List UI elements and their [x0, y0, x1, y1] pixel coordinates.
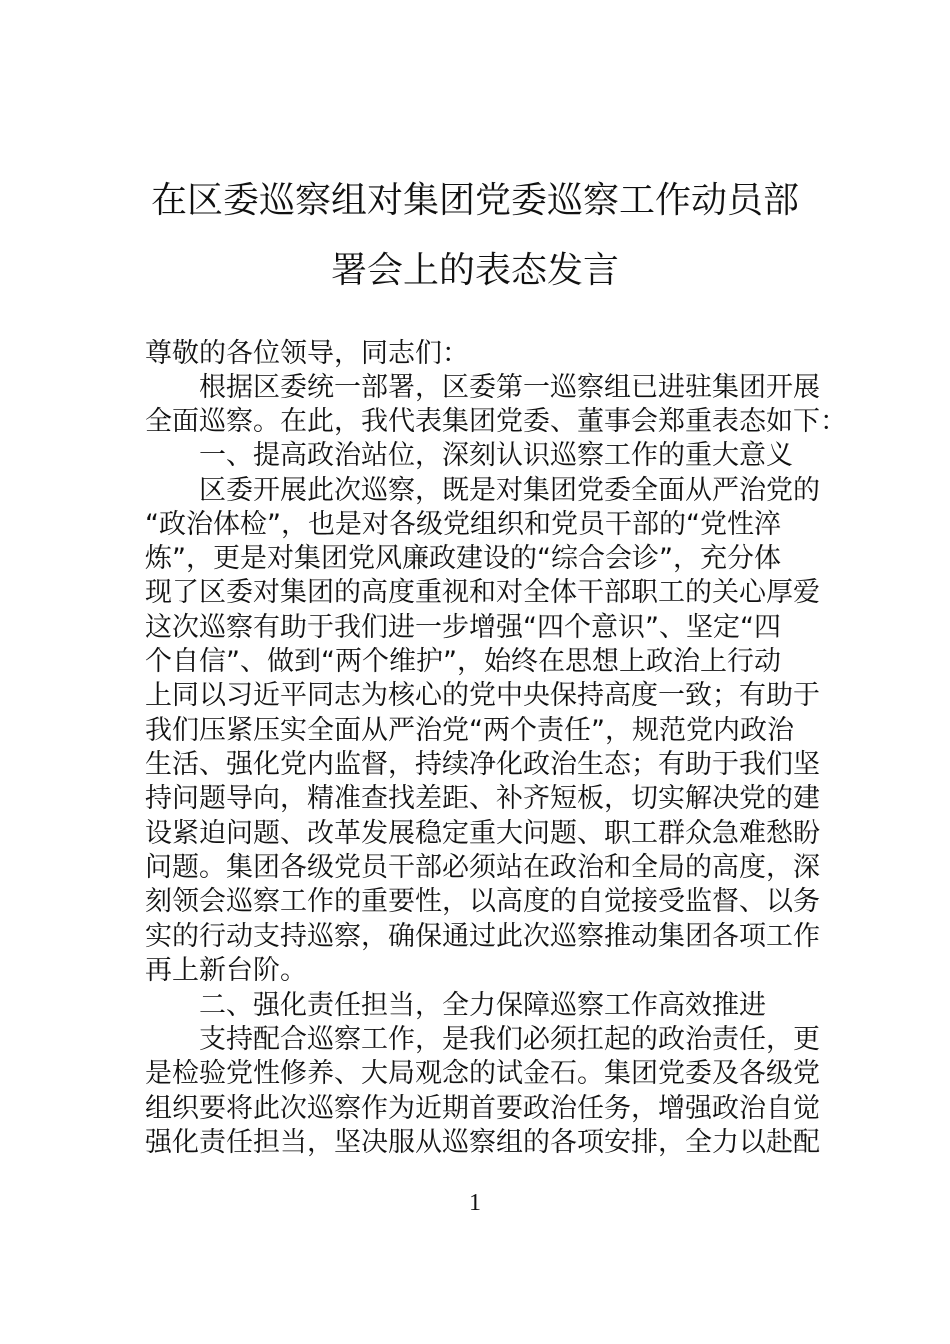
body-line: 生活、强化党内监督，持续净化政治生态；有助于我们坚: [145, 749, 820, 780]
body-line: 问题。集团各级党员干部必须站在政治和全局的高度，深: [145, 852, 820, 883]
body-line: 组织要将此次巡察作为近期首要政治任务，增强政治自觉: [145, 1093, 820, 1124]
body-line: 持问题导向，精准查找差距、补齐短板，切实解决党的建: [145, 783, 820, 814]
body-line: “政治体检”，也是对各级党组织和党员干部的“党性淬: [145, 509, 781, 540]
body-line: 设紧迫问题、改革发展稳定重大问题、职工群众急难愁盼: [145, 818, 820, 849]
salutation: 尊敬的各位领导，同志们：: [145, 338, 469, 369]
body-line: 刻领会巡察工作的重要性，以高度的自觉接受监督、以务: [145, 886, 820, 917]
body-line: 区委开展此次巡察，既是对集团党委全面从严治党的: [145, 475, 820, 506]
body-line: 全面巡察。在此，我代表集团党委、董事会郑重表态如下：: [145, 406, 847, 437]
page-number: 1: [469, 1190, 481, 1216]
document-title-line-1: 在区委巡察组对集团党委巡察工作动员部: [150, 180, 799, 221]
document-title-line-2: 署会上的表态发言: [330, 250, 619, 291]
body-line: 强化责任担当，坚决服从巡察组的各项安排，全力以赴配: [145, 1127, 820, 1158]
body-line: 我们压紧压实全面从严治党“两个责任”，规范党内政治: [145, 715, 794, 746]
body-line: 这次巡察有助于我们进一步增强“四个意识”、坚定“四: [145, 612, 781, 643]
body-line: 支持配合巡察工作，是我们必须扛起的政治责任，更: [145, 1024, 820, 1055]
body-line: 炼”，更是对集团党风廉政建设的“综合会诊”，充分体: [145, 543, 781, 574]
body-line: 是检验党性修养、大局观念的试金石。集团党委及各级党: [145, 1058, 820, 1089]
body-line: 上同以习近平同志为核心的党中央保持高度一致；有助于: [145, 680, 820, 711]
body-line: 根据区委统一部署，区委第一巡察组已进驻集团开展: [145, 372, 820, 403]
body-line: 个自信”、做到“两个维护”，始终在思想上政治上行动: [145, 646, 781, 677]
section-heading-1: 一、提高政治站位，深刻认识巡察工作的重大意义: [145, 440, 793, 471]
body-line: 实的行动支持巡察，确保通过此次巡察推动集团各项工作: [145, 921, 820, 952]
body-line: 再上新台阶。: [145, 955, 307, 986]
body-line: 现了区委对集团的高度重视和对全体干部职工的关心厚爱: [145, 577, 820, 608]
section-heading-2: 二、强化责任担当，全力保障巡察工作高效推进: [145, 990, 766, 1021]
